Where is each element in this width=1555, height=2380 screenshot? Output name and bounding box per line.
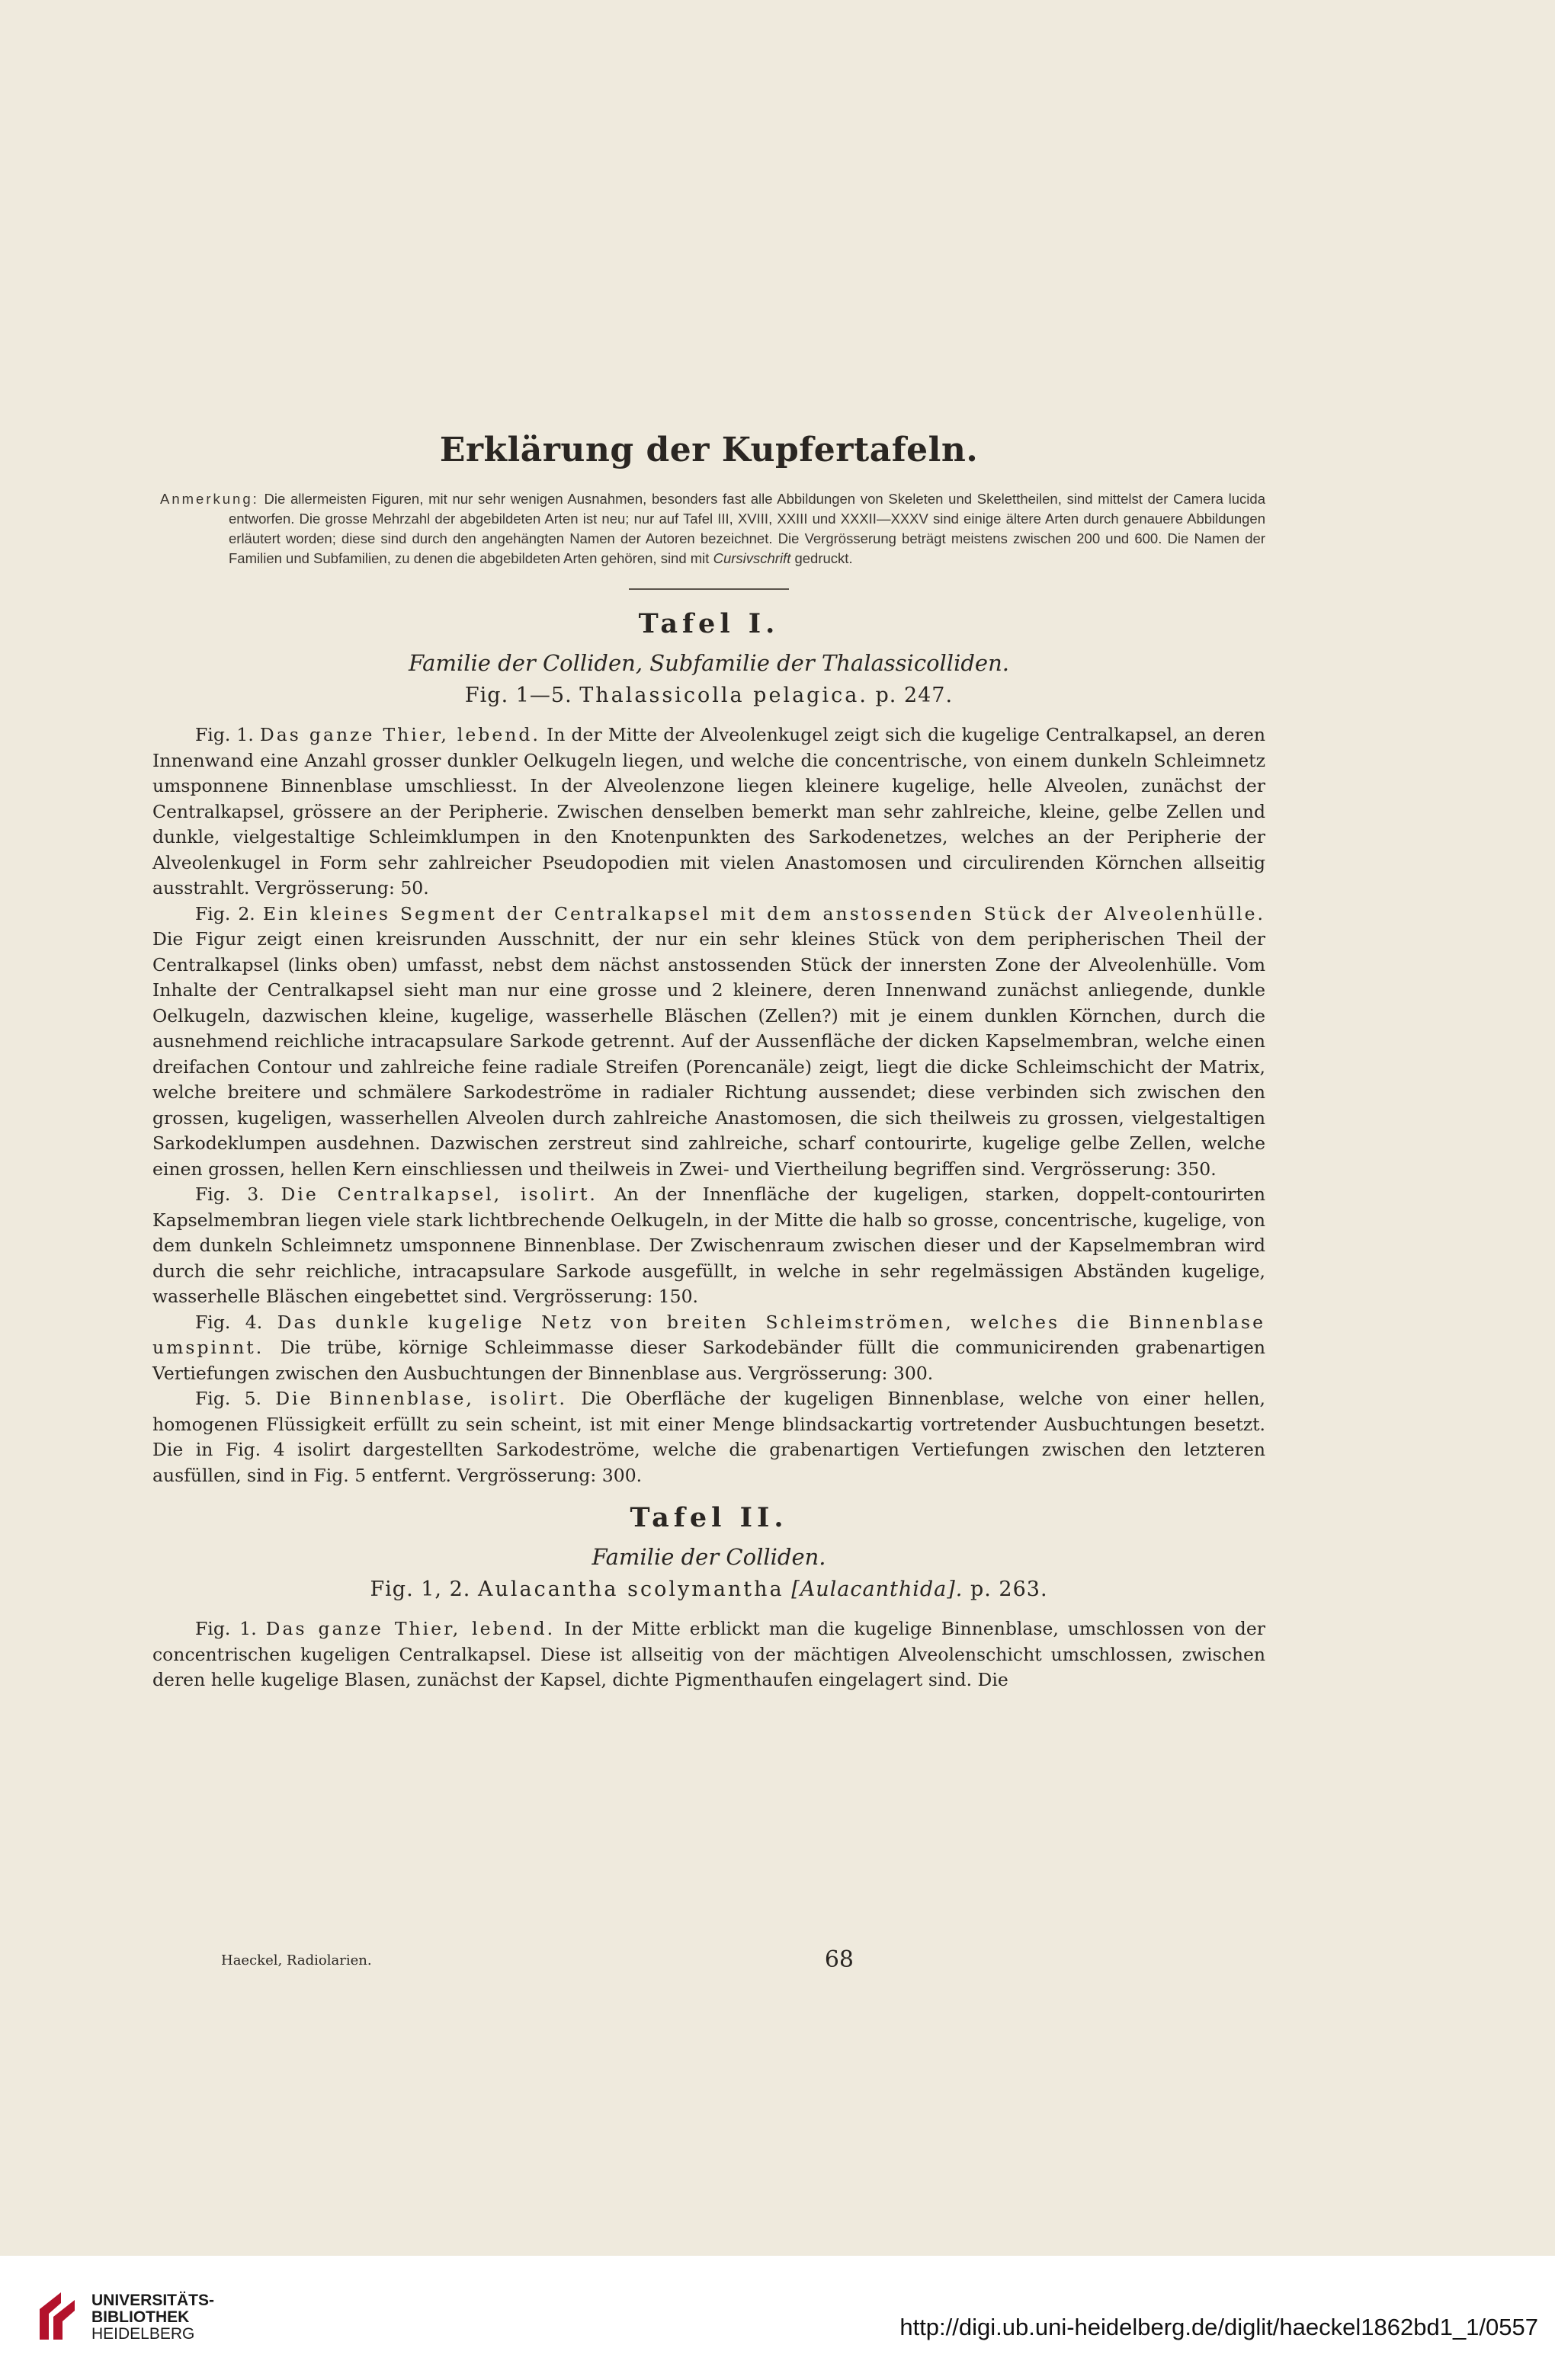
tafel-1-fig-5 <box>152 1386 1265 1488</box>
anmerkung-label: Anmerkung: <box>160 491 259 507</box>
viewer-footer-bar <box>0 2256 1555 2380</box>
tafel-2-fig-1 <box>152 1616 1265 1693</box>
tafel-2-heading: Tafel II. <box>630 1502 788 1533</box>
tafel-1-page: p. 247. <box>875 684 954 707</box>
library-logo-icon <box>30 2286 84 2347</box>
fig-text: Die trübe, körnige Schleimmasse dieser Sarkodebänder füllt die communicirenden grabenartigen Vertiefungen zwischen den Ausbuchtungen der Binnenblase aus. Vergrösserung: 300. <box>152 1337 1265 1384</box>
tafel-2-figline <box>152 1578 1265 1601</box>
tafel-2-page: p. 263. <box>970 1578 1048 1601</box>
fig-head: Das ganze Thier, lebend. <box>265 1618 556 1639</box>
footer-author: Haeckel, Radiolarien. <box>221 1952 372 1968</box>
page-content <box>152 431 1265 1693</box>
tafel-2-species: Aulacantha scolymantha <box>477 1578 784 1601</box>
anmerkung-paragraph <box>160 489 1265 569</box>
library-line-3: HEIDELBERG <box>91 2325 195 2343</box>
library-line-2: BIBLIOTHEK <box>91 2308 190 2326</box>
fig-text: Die Oberfläche der kugeligen Binnenblase, welche von einer hellen, homogenen Flüssigkeit erfüllt zu sein scheint, ist mit einer Menge blindsackartig vortretender Ausbuchtungen besetzt. Die in Fig. 4 isolirt dargestellten Sarkodeströme, welche die grabenartigen Vertiefungen zwischen den letzteren ausfüllen, sind in Fig. 5 entfernt. Vergrösserung: 300. <box>152 1388 1265 1486</box>
tafel-1-species: Thalassicolla pelagica. <box>579 684 868 707</box>
fig-text: An der Innenfläche der kugeligen, starken, doppelt-contourirten Kapselmembran liegen viele stark lichtbrechende Oelkugeln, in der Mitte die halb so grosse, concentrische, kugelige, von dem dunkeln Schleimnetz umsponnene Binnenblase. Der Zwischenraum zwischen dieser und der Kapselmembran wird durch die sehr reichliche, intracapsulare Sarkode ausgefüllt, in welche in sehr regelmässigen Abständen kugelige, wasserhelle Bläschen eingebettet sind. Vergrösserung: 150. <box>152 1184 1265 1307</box>
fig-head: Das dunkle kugelige Netz von breiten Schleimströmen, welches die Binnenblase umspinnt. <box>152 1311 1265 1358</box>
tafel-2-family: Familie der Colliden. <box>592 1544 826 1570</box>
fig-text: Die Figur zeigt einen kreisrunden Ausschnitt, der nur ein sehr kleines Stück von dem peripherischen Theil der Centralkapsel (links oben) umfasst, nebst dem nächst anstossenden Stück der innersten Zone der Alveolenhülle. Vom Inhalte der Centralkapsel sieht man nur eine grosse und 2 kleinere, deren Innenwand zunächst anliegende, dunkle Oelkugeln, dazwischen kleine, kugelige, wasserhelle Bläschen (Zellen?) mit je einem dunklen Körnchen, durch die ausnehmend reichliche intracapsulare Sarkode getrennt. Auf der Aussenfläche der dicken Kapselmembran, welche einen dreifachen Contour und zahlreiche feine radiale Streifen (Porencanäle) zeigt, liegt die dicke Schleimschicht der Matrix, welche breitere und schmälere Sarkodeströme in radialer Richtung aussendet; diese verbinden sich zwischen den grossen, kugeligen, wasserhellen Alveolen durch zahlreiche Anastomosen, die sich theilweis zu grossen, vielgestaltigen Sarkodeklumpen ausdehnen. Dazwischen zerstreut sind zahlreiche, scharf contourirte, kugelige gelbe Zellen, welche einen grossen, hellen Kern einschliessen und theilweis in Zwei- und Viertheilung begriffen sind. Vergrösserung: 350. <box>152 928 1265 1180</box>
fig-head: Die Centralkapsel, isolirt. <box>281 1184 598 1205</box>
fig-head: Ein kleines Segment der Centralkapsel mit dem anstossenden Stück der Alveolenhülle. <box>262 902 1265 924</box>
anmerkung-text-end: gedruckt. <box>794 550 853 566</box>
tafel-1-family: Familie der Colliden, Subfamilie der Thalassicolliden. <box>409 650 1009 676</box>
permalink-url[interactable]: http://digi.ub.uni-heidelberg.de/diglit/haeckel1862bd1_1/0557 <box>899 2314 1538 2340</box>
fig-label: Fig. 2. <box>195 902 255 924</box>
page-footer <box>221 1946 1181 1973</box>
library-name <box>91 2292 214 2343</box>
tafel-1-fig-prefix: Fig. 1—5. <box>464 684 572 707</box>
tafel-1-fig-2 <box>152 902 1265 1183</box>
tafel-1-figline <box>152 684 1265 707</box>
separator-rule <box>629 588 789 590</box>
page-title: Erklärung der Kupfertafeln. <box>439 431 979 469</box>
tafel-1-heading: Tafel I. <box>638 608 780 639</box>
anmerkung-italic: Cursivschrift <box>713 550 791 566</box>
fig-label: Fig. 1. <box>195 1618 257 1639</box>
tafel-1-fig-1 <box>152 722 1265 902</box>
anmerkung-text: Die allermeisten Figuren, mit nur sehr wenigen Ausnahmen, besonders fast alle Abbildungen von Skeleten und Skelettheilen, sind mittelst der Camera lucida entworfen. Die grosse Mehrzahl der abgebildeten Arten ist neu; nur auf Tafel III, XVIII, XXIII und XXXII—XXXV sind einige ältere Arten durch genauere Abbildungen erläutert worden; diese sind durch den angehängten Namen der Autoren bezeichnet. Die Vergrösserung beträgt meistens zwischen 200 und 600. Die Namen der Familien und Subfamilien, zu denen die abgebildeten Arten gehören, sind mit <box>229 491 1265 566</box>
tafel-2-fig-prefix: Fig. 1, 2. <box>370 1578 471 1601</box>
fig-label: Fig. 5. <box>195 1388 261 1409</box>
fig-text: In der Mitte der Alveolenkugel zeigt sich die kugelige Centralkapsel, an deren Innenwand eine Anzahl grosser dunkler Oelkugeln liegen, und welche die concentrische, von einem dunkeln Schleimnetz umsponnene Binnenblase umschliesst. In der Alveolenzone liegen kleinere kugelige, helle Alveolen, zunächst der Centralkapsel, grössere an der Peripherie. Zwischen denselben bemerkt man sehr zahlreiche, kleine, gelbe Zellen und dunkle, vielgestaltige Schleimklumpen in den Knotenpunkten des Sarkodenetzes, welches an der Peripherie der Alveolenkugel in Form sehr zahlreicher Pseudopodien mit vielen Anastomosen und circulirenden Körnchen allseitig ausstrahlt. Vergrösserung: 50. <box>152 724 1265 899</box>
fig-head: Die Binnenblase, isolirt. <box>275 1388 567 1409</box>
library-line-1: UNIVERSITÄTS- <box>91 2292 215 2309</box>
tafel-2-bracket: [Aulacanthida]. <box>791 1578 963 1601</box>
page-number: 68 <box>824 1946 854 1973</box>
fig-label: Fig. 1. <box>195 724 254 745</box>
fig-head: Das ganze Thier, lebend. <box>259 724 540 745</box>
fig-text: In der Mitte erblickt man die kugelige Binnenblase, umschlossen von der concentrischen kugeligen Centralkapsel. Diese ist allseitig von der mächtigen Alveolenschicht umschlossen, zwischen deren helle kugelige Blasen, zunächst der Kapsel, dichte Pigmenthaufen eingelagert sind. Die <box>152 1618 1265 1690</box>
fig-label: Fig. 3. <box>195 1184 265 1205</box>
fig-label: Fig. 4. <box>195 1311 263 1333</box>
tafel-1-fig-3 <box>152 1182 1265 1310</box>
tafel-1-fig-4 <box>152 1310 1265 1387</box>
